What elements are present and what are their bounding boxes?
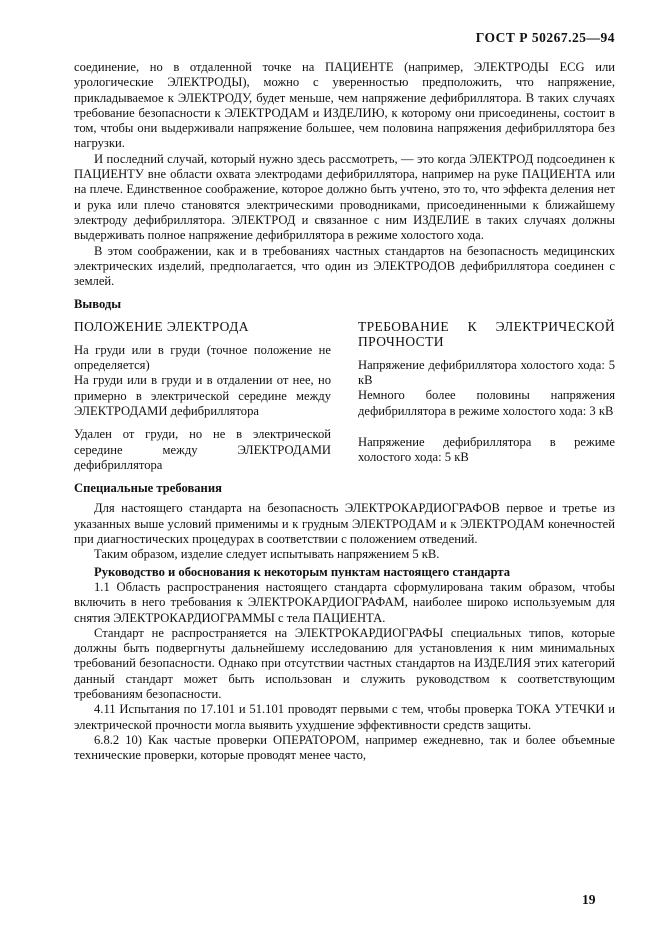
document-page [74,30,615,763]
guide-heading: Руководство и обоснования к некоторым пунктам настоящего стандарта [94,564,511,579]
guide-paragraph-3: 4.11 Испытания по 17.101 и 51.101 проводят первыми с тем, чтобы проверка ТОКА УТЕЧКИ и электрической прочности могла выявить ухудшение эффективности средств защиты. [74,702,615,732]
conclusions-table [74,319,615,473]
special-paragraph-1: Для настоящего стандарта на безопасность ЭЛЕКТРОКАРДИОГРАФОВ первое и третье из указанных выше условий применимы и к грудным ЭЛЕКТРОДАМ и к ЭЛЕКТРОДАМ конечностей при диагностических процедурах в соответствии с положением отведений. [74,501,615,547]
position-item-2: На груди или в груди и в отдалении от нее, но примерно в электрической середине между ЭЛЕКТРОДАМИ дефибриллятора [74,373,331,418]
electrode-position-column [74,319,331,473]
paragraph-continuation: соединение, но в отдаленной точке на ПАЦИЕНТЕ (например, ЭЛЕКТРОДЫ ECG или урологические ЭЛЕКТРОДЫ), можно с уверенностью предположить, что напряжение, прикладываемое к ЭЛЕКТРОДУ, будет меньше, чем напряжение дефибриллятора. В таких случаях требование безопасности к ЭЛЕКТРОДАМ и ИЗДЕЛИЮ, к которому они присоединены, состоит в том, чтобы они выдерживали напряжение большее, чем половина напряжения дефибриллятора без нагрузки. [74,60,615,151]
position-item-3: Удален от груди, но не в электрической середине между ЭЛЕКТРОДАМИ дефибриллятора [74,427,331,472]
page-number: 19 [582,892,596,907]
standard-header: ГОСТ Р 50267.25—94 [475,30,615,45]
strength-requirement-column [358,319,615,473]
paragraph-assumption: В этом соображении, как и в требованиях частных стандартов на безопасность медицинских электрических изделий, предполагается, что один из ЭЛЕКТРОДОВ дефибриллятора соединен с землей. [74,243,615,289]
strength-requirement-title: ТРЕБОВАНИЕ К ЭЛЕКТРИЧЕСКОЙ ПРОЧНОСТИ [358,318,615,349]
guide-paragraph-2: Стандарт не распространяется на ЭЛЕКТРОКАРДИОГРАФЫ специальных типов, которые должны быть подвергнуты дальнейшему исследованию для установления к ним минимальных требований безопасности. Однако при отсутствии частных стандартов на ИЗДЕЛИЯ этих категорий данный стандарт может быть использован и служить руководством к соответствующим требованиям безопасности. [74,625,615,701]
electrode-position-title: ПОЛОЖЕНИЕ ЭЛЕКТРОДА [74,318,249,334]
special-paragraph-2: Таким образом, изделие следует испытывать напряжением 5 кВ. [94,547,440,562]
guide-paragraph-4: 6.8.2 10) Как частые проверки ОПЕРАТОРОМ, например ежедневно, так и более объемные технические проверки, которые проводят менее часто, [74,732,615,763]
paragraph-last-case: И последний случай, который нужно здесь рассмотреть, — это когда ЭЛЕКТРОД подсоединен к ПАЦИЕНТУ вне области охвата электродами дефибриллятора, например на руке ПАЦИЕНТА или на плече. Единственное соображение, которое должно быть учтено, это то, что эффекта деления нет и рука или плечо становятся электрическими проводниками, присоединенными к ближайшему электроду дефибриллятора. ЭЛЕКТРОД и связанное с ним ИЗДЕЛИЕ в таких случаях должны выдерживать полное напряжение дефибриллятора в режиме холостого хода. [74,151,615,243]
special-heading: Специальные требования [74,481,222,496]
requirement-item-1: Напряжение дефибриллятора холостого хода: 5 кВ [358,357,615,388]
conclusions-heading: Выводы [74,297,122,312]
guide-paragraph-1: 1.1 Область распространения настоящего стандарта сформулирована таким образом, чтобы включить в него требования к ЭЛЕКТРОКАРДИОГРАФАМ, наиболее широко используемым для снятия ЭЛЕКТРОКАРДИОГРАММЫ с тела ПАЦИЕНТА. [74,579,615,625]
requirement-item-3: Напряжение дефибриллятора в режиме холостого хода: 5 кВ [358,434,615,465]
requirement-item-2: Немного более половины напряжения дефибриллятора в режиме холостого хода: 3 кВ [358,388,615,418]
position-item-1: На груди или в груди (точное положение не определяется) [74,342,331,373]
